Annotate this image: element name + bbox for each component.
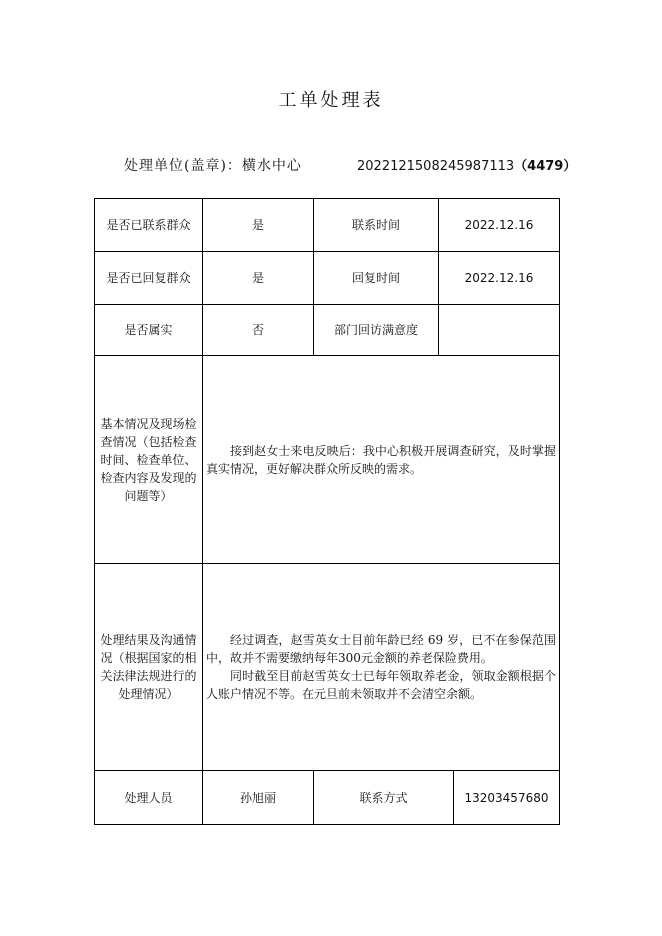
- replied-value: 是: [203, 252, 314, 305]
- table-row-contacted: [95, 199, 560, 252]
- order-code: （4479）: [514, 159, 577, 174]
- reply-time-value: 2022.12.16: [439, 252, 560, 305]
- result-label: 处理结果及沟通情况（根据国家的相关法律法规进行的处理情况）: [95, 564, 203, 771]
- contacted-label: 是否已联系群众: [95, 199, 203, 252]
- work-order-table: [94, 198, 560, 825]
- verified-label: 是否属实: [95, 305, 203, 356]
- form-title: 工单处理表: [278, 90, 384, 111]
- table-row-handler: [95, 771, 560, 825]
- contact-cell: [314, 771, 560, 825]
- contact-method-label: 联系方式: [314, 771, 454, 824]
- table-row-basic-situation: [95, 356, 560, 564]
- result-text-2: 同时截至目前赵雪英女士已每年领取养老金，领取金额根据个人账户情况不等。在元旦前未领取并不会清空余额。: [206, 669, 556, 701]
- table-row-verified: [95, 305, 560, 356]
- contact-method-value: 13203457680: [464, 790, 549, 805]
- processing-unit: 处理单位(盖章)：横水中心: [124, 158, 302, 174]
- result-text-1: 经过调查，赵雪英女士目前年龄已经 69 岁，已不在参保范围中，故并不需要缴纳每年300元金额的养老保险费用。: [206, 633, 556, 665]
- reply-time-label: 回复时间: [314, 252, 439, 305]
- result-content: [203, 564, 560, 771]
- table-row-result: [95, 564, 560, 771]
- satisfaction-value: [439, 305, 560, 356]
- order-number-line: [357, 155, 576, 174]
- contact-time-value: 2022.12.16: [439, 199, 560, 252]
- handler-value: 孙旭丽: [203, 771, 314, 825]
- contact-time-label: 联系时间: [314, 199, 439, 252]
- handler-label: 处理人员: [95, 771, 203, 825]
- table-row-replied: [95, 252, 560, 305]
- verified-value: 否: [203, 305, 314, 356]
- order-number: 2022121508245987113: [357, 159, 515, 174]
- satisfaction-label: 部门回访满意度: [314, 305, 439, 356]
- basic-situation-label: 基本情况及现场检查情况（包括检查时间、检查单位、检查内容及发现的问题等）: [95, 356, 203, 564]
- basic-situation-content: [203, 356, 560, 564]
- replied-label: 是否已回复群众: [95, 252, 203, 305]
- contacted-value: 是: [203, 199, 314, 252]
- basic-situation-text: 接到赵女士来电反映后：我中心积极开展调查研究，及时掌握真实情况，更好解决群众所反映的需求。: [206, 443, 556, 476]
